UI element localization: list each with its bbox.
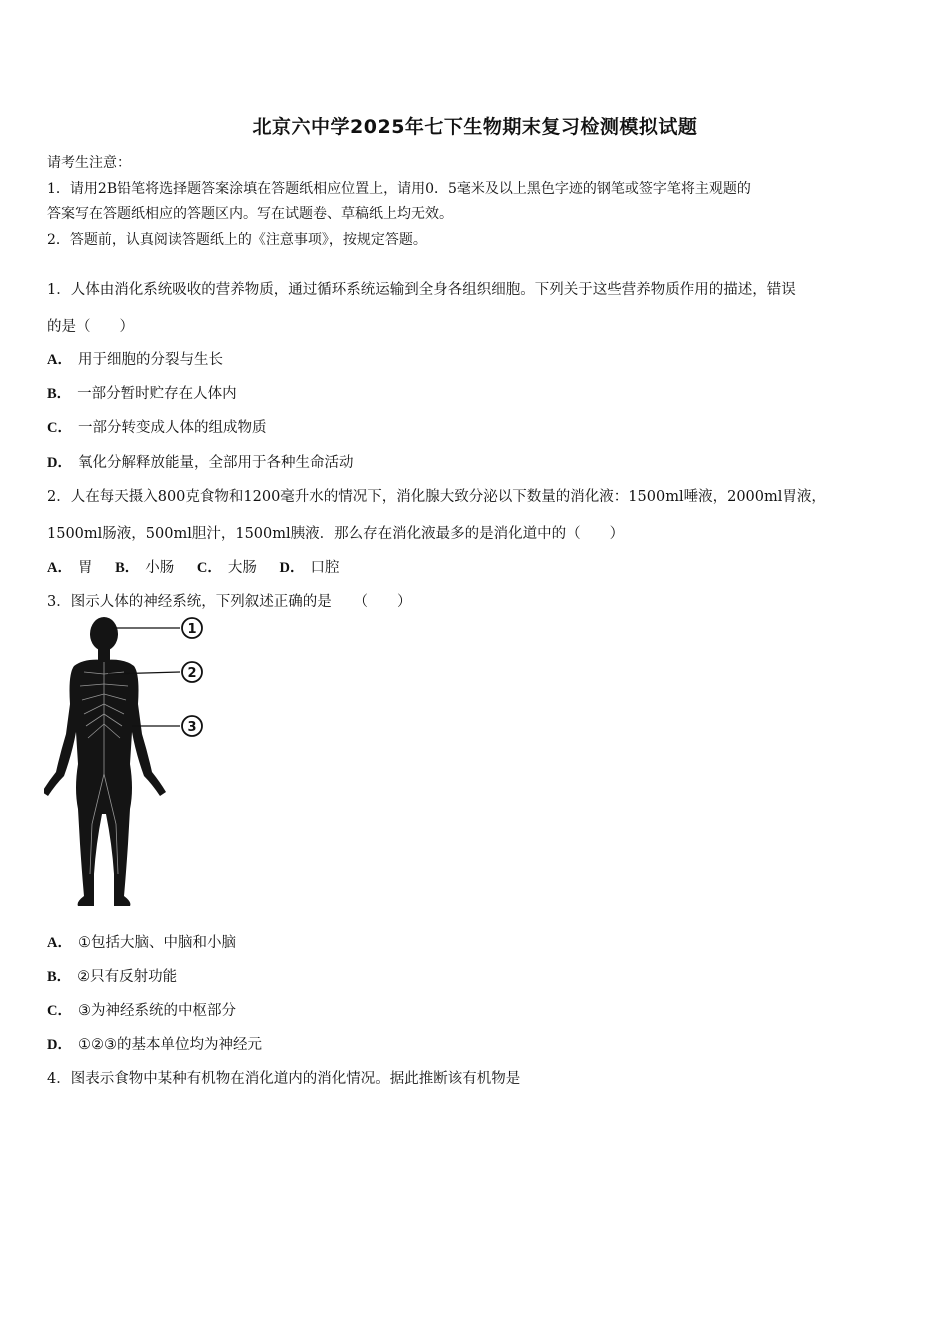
option-text: 小肠 <box>145 560 175 576</box>
option-text: ①包括大脑、中脑和小脑 <box>77 935 236 951</box>
notice-heading: 请考生注意： <box>47 155 131 171</box>
question-4-stem: 4．图表示食物中某种有机物在消化道内的消化情况。据此推断该有机物是 <box>47 1071 521 1087</box>
option-text: 口腔 <box>310 560 340 576</box>
option-letter: D． <box>47 455 72 471</box>
question-1-stem-line-2: 的是（ ） <box>47 319 134 335</box>
option-letter: B． <box>47 969 72 985</box>
option-text: ③为神经系统的中枢部分 <box>77 1003 236 1019</box>
question-3-option-d <box>47 1033 262 1054</box>
notice-line-3: 2．答题前，认真阅读答题纸上的《注意事项》，按规定答题。 <box>47 232 427 248</box>
option-text: 氧化分解释放能量，全部用于各种生命活动 <box>77 455 354 471</box>
question-2-options-row <box>47 556 339 577</box>
option-letter: B． <box>47 386 72 402</box>
question-3-option-b <box>47 965 177 986</box>
notice-line-2: 答案写在答题纸相应的答题区内。写在试题卷、草稿纸上均无效。 <box>47 206 453 222</box>
question-1-stem-line-1: 1．人体由消化系统吸收的营养物质，通过循环系统运输到全身各组织细胞。下列关于这些营养物质作用的描述，错误 <box>47 282 796 298</box>
question-1-option-d <box>47 451 353 472</box>
option-text: 胃 <box>77 560 93 576</box>
question-1-option-a <box>47 348 223 369</box>
figure-label-2: 2 <box>187 666 197 681</box>
option-letter: D． <box>47 1037 72 1053</box>
option-letter: C． <box>196 560 222 576</box>
question-3-stem: 3．图示人体的神经系统，下列叙述正确的是 （ ） <box>47 594 412 610</box>
option-letter: C． <box>47 420 72 436</box>
question-1-option-b <box>47 382 237 403</box>
question-2-stem-line-1: 2．人在每天摄入800克食物和1200毫升水的情况下，消化腺大致分泌以下数量的消化液：1500ml唾液，2000ml胃液， <box>47 489 826 505</box>
question-2-stem-line-2: 1500ml肠液，500ml胆汁，1500ml胰液．那么存在消化液最多的是消化道中的（ ） <box>47 526 625 542</box>
question-3-option-a <box>47 931 236 952</box>
option-letter: C． <box>47 1003 72 1019</box>
option-letter: A． <box>47 352 72 368</box>
option-text: 大肠 <box>227 560 257 576</box>
nervous-system-figure <box>44 614 214 912</box>
question-3-option-c <box>47 999 236 1020</box>
notice-line-1: 1．请用2B铅笔将选择题答案涂填在答题纸相应位置上，请用0．5毫米及以上黑色字迹的钢笔或签字笔将主观题的 <box>47 181 751 197</box>
option-text: ②只有反射功能 <box>77 969 178 985</box>
option-text: ①②③的基本单位均为神经元 <box>77 1037 262 1053</box>
question-1-option-c <box>47 416 266 437</box>
option-letter: A． <box>47 560 72 576</box>
option-text: 一部分转变成人体的组成物质 <box>77 420 267 436</box>
option-letter: A． <box>47 935 72 951</box>
option-text: 用于细胞的分裂与生长 <box>77 352 223 368</box>
option-letter: D． <box>279 560 305 576</box>
option-text: 一部分暂时贮存在人体内 <box>77 386 237 402</box>
option-letter: B． <box>115 560 140 576</box>
figure-label-1: 1 <box>187 622 197 637</box>
page-title: 北京六中学2025年七下生物期末复习检测模拟试题 <box>252 116 698 138</box>
figure-label-3: 3 <box>187 720 197 735</box>
human-body-silhouette <box>44 617 166 906</box>
